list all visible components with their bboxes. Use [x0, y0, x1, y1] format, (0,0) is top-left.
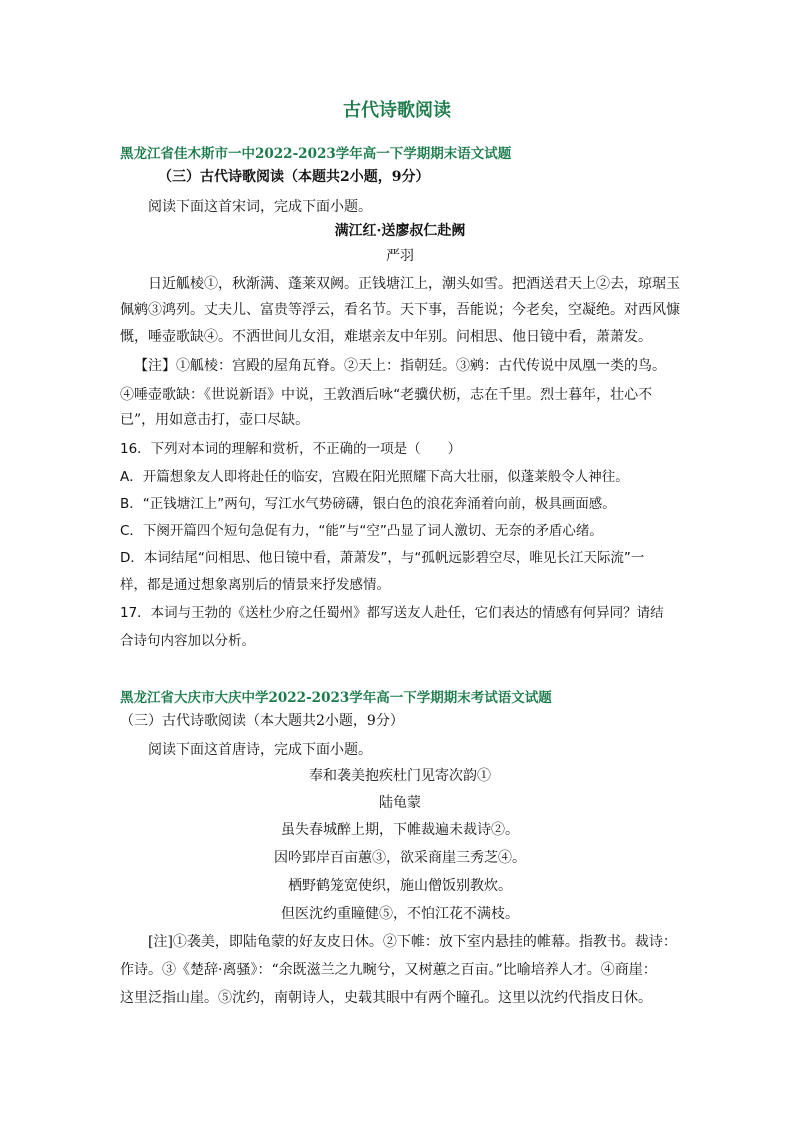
section1-instruction: 阅读下面这首宋词，完成下面小题。	[148, 199, 372, 215]
section2-poem-line: 栖野鹤笼宽使织，施山僧饭别教炊。	[288, 878, 512, 894]
question-17: 17．本词与王勃的《送杜少府之任蜀州》都写送友人赴任，它们表达的情感有何异同？请结	[120, 605, 664, 621]
section2-header: （三）古代诗歌阅读（本大题共2小题，9分）	[120, 713, 404, 729]
section2-note: [注]①袭美，即陆龟蒙的好友皮日休。②下帷：放下室内悬挂的帷幕。指教书。裁诗：	[148, 934, 677, 950]
section1-poem-line: 慨，唾壶歌缺④。不洒世间儿女泪，难堪亲友中年别。问相思、他日镜中看，萧萧发。	[120, 329, 652, 345]
section2-poem-line: 但医沈约重瞳健⑤，不怕江花不满枝。	[281, 906, 519, 922]
option-d: D．本词结尾“问相思、他日镜中看，萧萧发”，与“孤帆远影碧空尽，唯见长江天际流”一	[120, 550, 645, 566]
section2-source: 黑龙江省大庆市大庆中学2022-2023学年高一下学期期末考试语文试题	[120, 690, 552, 706]
page-title: 古代诗歌阅读	[343, 100, 451, 121]
option-d-continued: 样，都是通过想象离别后的情景来抒发感情。	[120, 577, 390, 593]
section1-note: 已”，用如意击打，壶口尽缺。	[120, 412, 310, 428]
section2-note: 这里泛指山崖。⑤沈约，南朝诗人，史载其眼中有两个瞳孔。这里以沈约代指皮日休。	[120, 990, 652, 1006]
section2-poem-line: 因吟郢岸百亩蕙③，欲采商崖三秀芝④。	[274, 850, 526, 866]
section1-author: 严羽	[386, 248, 414, 264]
section1-poem-line: 日近觚棱①，秋渐满、蓬莱双阙。正钱塘江上，潮头如雪。把酒送君天上②去，琼琚玉	[148, 276, 680, 292]
section2-author: 陆龟蒙	[379, 795, 421, 811]
section1-poem-line: 佩鹓③鸿列。丈夫儿、富贵等浮云，看名节。天下事，吾能说；今老矣，空凝绝。对西风慷	[120, 302, 680, 318]
question-17-continued: 合诗句内容加以分析。	[120, 633, 255, 649]
section2-poem-line: 虽失春城醉上期，下帷裁遍未裁诗②。	[281, 822, 519, 838]
option-b: B．“正钱塘江上”两句，写江水气势磅礴，银白色的浪花奔涌着向前，极具画面感。	[120, 496, 616, 512]
option-a: A．开篇想象友人即将赴任的临安，宫殿在阳光照耀下高大壮丽，似蓬莱般令人神往。	[120, 469, 629, 485]
question-16: 16．下列对本词的理解和赏析，不正确的一项是（ ）	[120, 441, 462, 457]
section2-instruction: 阅读下面这首唐诗，完成下面小题。	[148, 742, 372, 758]
option-c: C．下阕开篇四个短句急促有力，“能”与“空”凸显了词人激切、无奈的矛盾心绪。	[120, 523, 603, 539]
section1-poem-title: 满江红·送廖叔仁赴阙	[334, 223, 466, 239]
section2-note: 作诗。③《楚辞·离骚》：“余既滋兰之九畹兮，又树蕙之百亩。”比喻培养人才。④商崖：	[120, 962, 657, 978]
section1-source: 黑龙江省佳木斯市一中2022-2023学年高一下学期期末语文试题	[120, 146, 512, 162]
section1-header: （三）古代诗歌阅读（本题共2小题，9分）	[158, 169, 430, 185]
section1-note: 【注】①觚棱：宫殿的屋角瓦脊。②天上：指朝廷。③鹓：古代传说中凤凰一类的鸟。	[134, 358, 666, 374]
section2-poem-title: 奉和袭美抱疾杜门见寄次韵①	[309, 768, 491, 784]
section1-note: ④唾壶歌缺：《世说新语》中说，王敦酒后咏“老骥伏枥，志在千里。烈士暮年，壮心不	[120, 387, 653, 403]
